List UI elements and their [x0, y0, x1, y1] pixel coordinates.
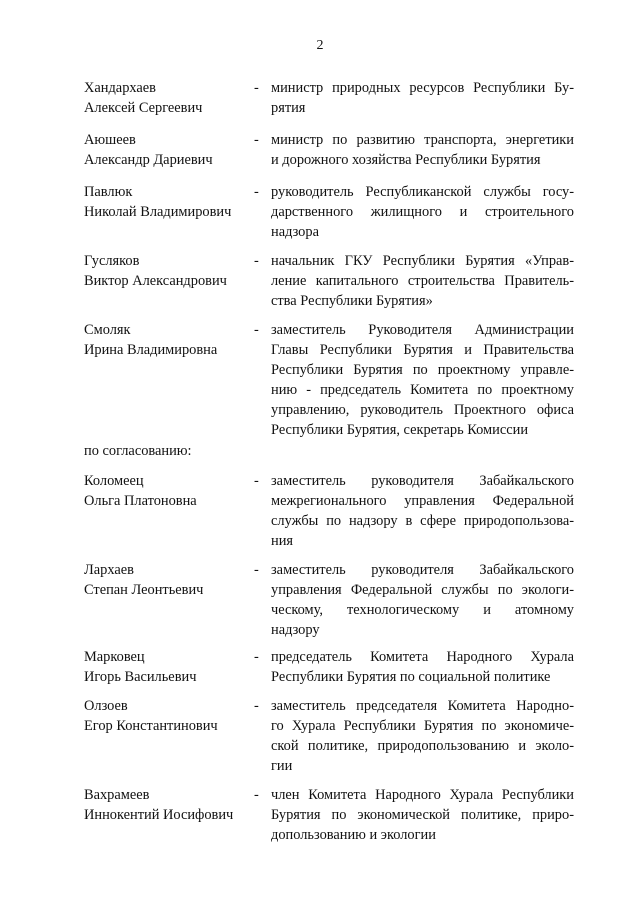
member-entry — [84, 471, 574, 551]
position-line: службы по надзору в сфере природопользова- — [271, 513, 574, 529]
member-surname: Вахрамеев — [84, 787, 150, 803]
position-line: руководитель Республиканской службы госу- — [271, 184, 574, 200]
member-given-names: Степан Леонтьевич — [84, 582, 204, 598]
member-entry — [84, 130, 574, 170]
member-dash: - — [254, 322, 259, 338]
position-line: и дорожного хозяйства Республики Бурятия — [271, 152, 541, 168]
member-entry — [84, 647, 574, 687]
member-given-names: Иннокентий Иосифович — [84, 807, 234, 823]
position-line: Республики Бурятия по проектному управле- — [271, 362, 574, 378]
member-given-names: Александр Дариевич — [84, 152, 213, 168]
position-line: ческому, технологическому и атомному — [271, 602, 574, 618]
member-dash: - — [254, 473, 259, 489]
member-surname: Коломеец — [84, 473, 144, 489]
member-name — [84, 785, 254, 825]
position-line: Республики Бурятия по социальной политике — [271, 669, 551, 685]
member-name — [84, 320, 254, 360]
member-name — [84, 560, 254, 600]
member-name — [84, 78, 254, 118]
member-dash: - — [254, 184, 259, 200]
position-line: дарственного жилищного и строительного — [271, 204, 574, 220]
member-position — [271, 647, 574, 687]
member-name — [84, 182, 254, 222]
member-name — [84, 130, 254, 170]
member-entry — [84, 320, 574, 440]
member-name — [84, 251, 254, 291]
member-surname: Марковец — [84, 649, 145, 665]
position-line: допользованию и экологии — [271, 827, 436, 843]
member-position — [271, 785, 574, 845]
position-line: председатель Комитета Народного Хурала — [271, 649, 574, 665]
member-position — [271, 320, 574, 440]
member-position — [271, 251, 574, 311]
position-line: министр природных ресурсов Республики Бу- — [271, 80, 574, 96]
member-entry — [84, 560, 574, 640]
member-name — [84, 696, 254, 736]
member-surname: Смоляк — [84, 322, 131, 338]
position-line: заместитель председателя Комитета Народно- — [271, 698, 574, 714]
position-line: ства Республики Бурятия» — [271, 293, 433, 309]
member-name — [84, 471, 254, 511]
member-dash: - — [254, 562, 259, 578]
position-line: ление капитального строительства Правитель- — [271, 273, 574, 289]
member-dash: - — [254, 80, 259, 96]
position-line: надзору — [271, 622, 320, 638]
position-line: заместитель Руководителя Администрации — [271, 322, 574, 338]
member-position — [271, 696, 574, 776]
member-given-names: Егор Константинович — [84, 718, 218, 734]
position-line: ской политике, природопользованию и эколо- — [271, 738, 574, 754]
member-dash: - — [254, 132, 259, 148]
member-entry — [84, 182, 574, 242]
member-surname: Аюшеев — [84, 132, 136, 148]
member-dash: - — [254, 698, 259, 714]
member-dash: - — [254, 253, 259, 269]
member-dash: - — [254, 787, 259, 803]
member-given-names: Николай Владимирович — [84, 204, 232, 220]
member-given-names: Ольга Платоновна — [84, 493, 197, 509]
member-given-names: Игорь Васильевич — [84, 669, 197, 685]
position-line: управлению, руководитель Проектного офиса — [271, 402, 574, 418]
position-line: межрегионального управления Федеральной — [271, 493, 574, 509]
position-line: Главы Республики Бурятия и Правительства — [271, 342, 574, 358]
member-surname: Хандархаев — [84, 80, 156, 96]
member-position — [271, 182, 574, 242]
member-entry — [84, 251, 574, 311]
position-line: Республики Бурятия, секретарь Комиссии — [271, 422, 529, 438]
member-entry — [84, 78, 574, 118]
position-line: заместитель руководителя Забайкальского — [271, 473, 574, 489]
member-given-names: Алексей Сергеевич — [84, 100, 203, 116]
member-surname: Гусляков — [84, 253, 140, 269]
member-position — [271, 78, 574, 118]
position-line: нию - председатель Комитета по проектному — [271, 382, 574, 398]
member-position — [271, 560, 574, 640]
position-line: министр по развитию транспорта, энергетики — [271, 132, 574, 148]
position-line: управления Федеральной службы по экологи- — [271, 582, 574, 598]
member-name — [84, 647, 254, 687]
position-line: гии — [271, 758, 293, 774]
position-line: рятия — [271, 100, 306, 116]
member-dash: - — [254, 649, 259, 665]
position-line: начальник ГКУ Республики Бурятия «Управ- — [271, 253, 574, 269]
position-line: го Хурала Республики Бурятия по экономиче- — [271, 718, 574, 734]
member-surname: Павлюк — [84, 184, 133, 200]
member-surname: Олзоев — [84, 698, 128, 714]
member-position — [271, 130, 574, 170]
position-line: член Комитета Народного Хурала Республики — [271, 787, 574, 803]
position-line: ния — [271, 533, 294, 549]
member-entry — [84, 785, 574, 845]
member-given-names: Ирина Владимировна — [84, 342, 218, 358]
member-surname: Лархаев — [84, 562, 134, 578]
member-given-names: Виктор Александрович — [84, 273, 227, 289]
member-entry — [84, 696, 574, 776]
position-line: заместитель руководителя Забайкальского — [271, 562, 574, 578]
position-line: Бурятия по экономической политике, приро- — [271, 807, 574, 823]
position-line: надзора — [271, 224, 319, 240]
section-label: по согласованию: — [84, 443, 192, 459]
page-number: 2 — [316, 38, 324, 53]
member-position — [271, 471, 574, 551]
